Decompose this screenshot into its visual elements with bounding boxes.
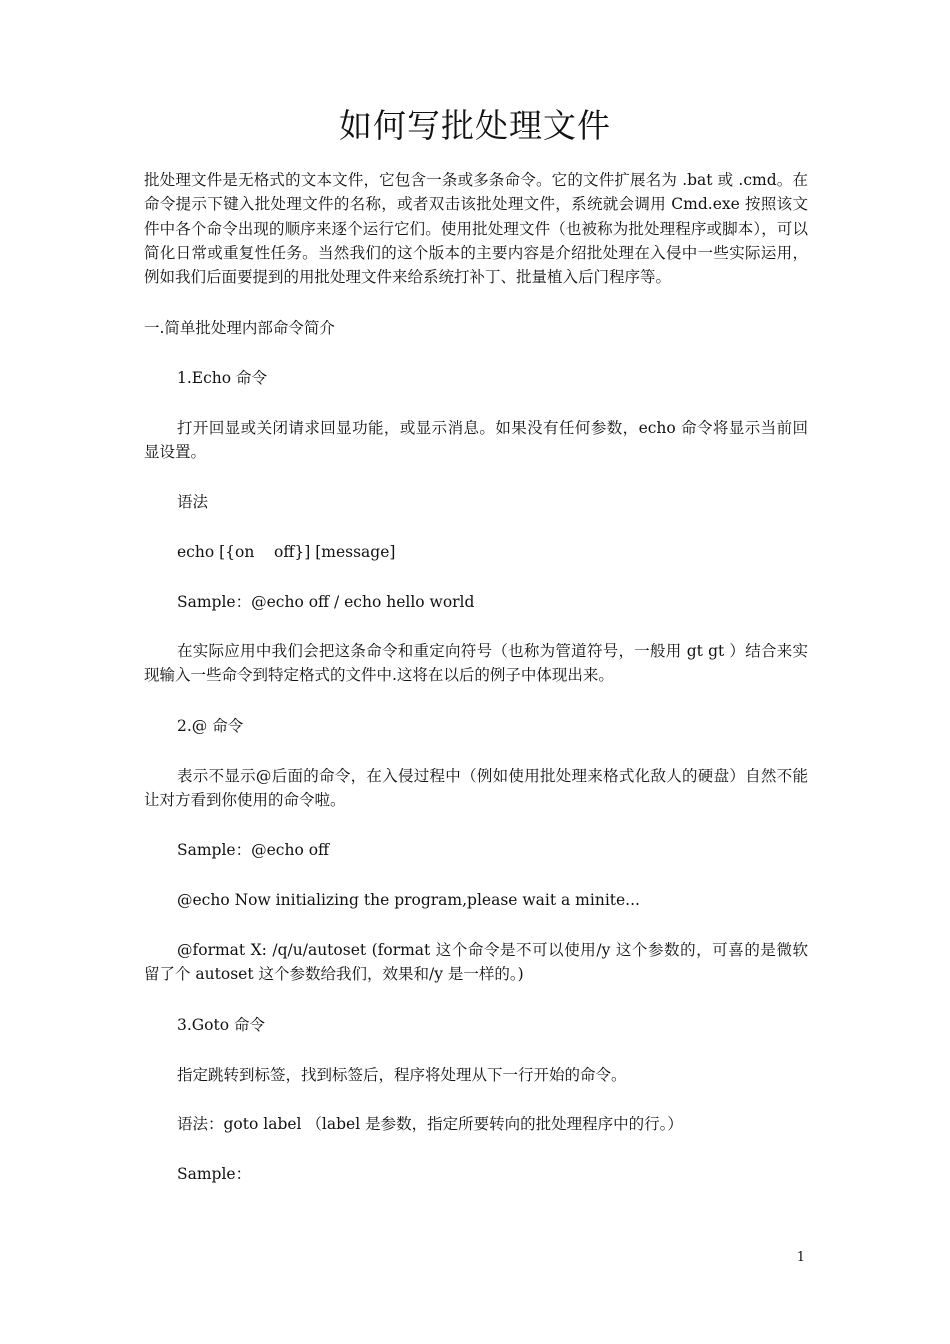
echo-sample: Sample：@echo off / echo hello world [177, 593, 475, 611]
syntax-label: 语法 [177, 493, 209, 511]
goto-description: 指定跳转到标签，找到标签后，程序将处理从下一行开始的命令。 [177, 1066, 627, 1084]
goto-syntax: 语法：goto label （label 是参数，指定所要转向的批处理程序中的行。） [177, 1115, 683, 1133]
at-heading: 2.@ 命令 [177, 717, 244, 735]
page-number: 1 [796, 1250, 805, 1265]
at-sample-3: @format X: /q/u/autoset (format 这个命令是不可以使用/y 这个参数的，可喜的是微软留了个 autoset 这个参数给我们，效果和/y 是一样的。) [144, 941, 808, 984]
at-sample: Sample：@echo off [177, 841, 330, 859]
intro-paragraph: 批处理文件是无格式的文本文件，它包含一条或多条命令。它的文件扩展名为 .bat 或 .cmd。在命令提示下键入批处理文件的名称，或者双击该批处理文件，系统就会调用 Cmd.exe 按照该文件中各个命令出现的顺序来逐个运行它们。使用批处理文件（也被称为批处理程序或脚本），可以简化日常或重复性任务。当然我们的这个版本的主要内容是介绍批处理在入侵中一些实际运用，例如我们后面要提到的用批处理文件来给系统打补丁、批量植入后门程序等。 [144, 171, 808, 287]
echo-syntax: echo [{on off}] [message] [177, 543, 396, 561]
document-title: 如何写批处理文件 [339, 106, 611, 145]
echo-note: 在实际应用中我们会把这条命令和重定向符号（也称为管道符号，一般用 gt gt ）结合来实现输入一些命令到特定格式的文件中.这将在以后的例子中体现出来。 [144, 642, 808, 685]
echo-description: 打开回显或关闭请求回显功能，或显示消息。如果没有任何参数，echo 命令将显示当前回显设置。 [144, 419, 808, 462]
at-sample-2: @echo Now initializing the program,please wait a minite... [177, 891, 640, 909]
echo-heading: 1.Echo 命令 [177, 369, 268, 387]
goto-heading: 3.Goto 命令 [177, 1016, 265, 1034]
at-description: 表示不显示@后面的命令，在入侵过程中（例如使用批处理来格式化敌人的硬盘）自然不能让对方看到你使用的命令啦。 [144, 767, 808, 810]
section-heading: 一.简单批处理内部命令简介 [144, 319, 335, 337]
goto-sample: Sample： [177, 1165, 252, 1183]
